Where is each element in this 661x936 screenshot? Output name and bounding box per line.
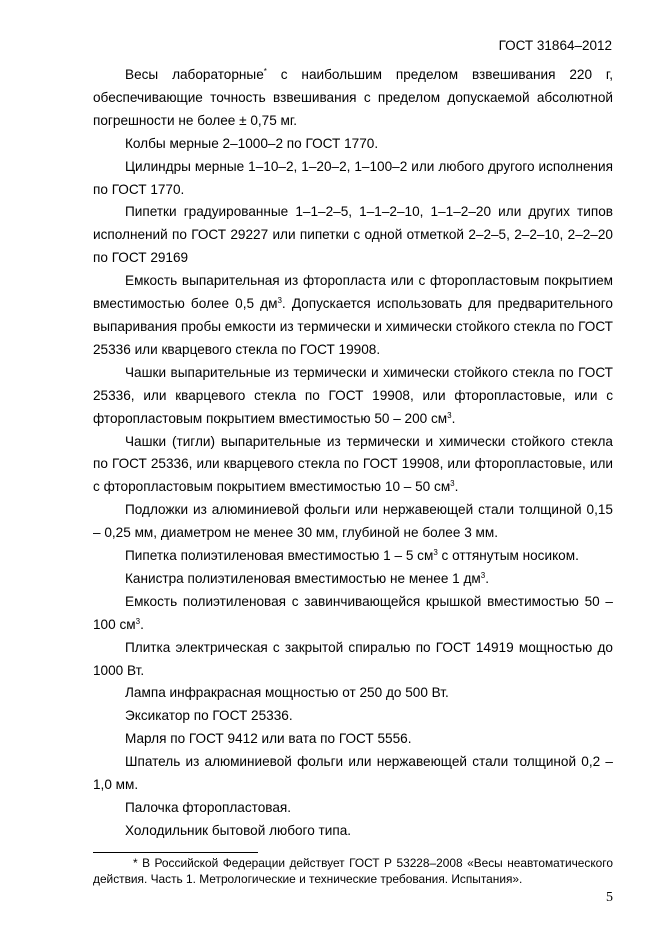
document-code-header: ГОСТ 31864–2012 (498, 38, 612, 53)
paragraph-container-pe (93, 591, 613, 637)
paragraph-text: Цилиндры мерные 1–10–2, 1–20–2, 1–100–2 или любого другого исполнения по ГОСТ 1770. (93, 158, 613, 197)
paragraph-text: Шпатель из алюминиевой фольги или нержавеющей стали толщиной 0,2 – 1,0 мм. (93, 754, 613, 793)
paragraph-text: Емкость полиэтиленовая с завинчивающейся крышкой вместимостью 50 – 100 см (93, 593, 613, 632)
paragraph-text: Чашки (тигли) выпарительные из термически и химически стойкого стекла по ГОСТ 25336, или кварцевого стекла по ГОСТ 19908, или фторопластовые, или с фторопластовым покрытием вместимостью 10 – 50 см (93, 433, 613, 495)
paragraph-text: Эксикатор по ГОСТ 25336. (125, 708, 293, 724)
paragraph-desiccator (93, 705, 613, 728)
paragraph-text: Чашки выпарительные из термически и химически стойкого стекла по ГОСТ 25336, или кварцевого стекла по ГОСТ 19908, или фторопластовые, или с фторопластовым покрытием вместимостью 50 – 200 см (93, 364, 613, 426)
equipment-list (93, 64, 613, 843)
footnote-marker: * (263, 67, 267, 76)
superscript-3: 3 (433, 548, 438, 558)
superscript-3: 3 (450, 479, 455, 489)
paragraph-gauze (93, 728, 613, 751)
paragraph-text: Канистра полиэтиленовая вместимостью не менее 1 дм (125, 570, 481, 586)
paragraph-hotplate (93, 637, 613, 683)
paragraph-text: Пипетка полиэтиленовая вместимостью 1 – 5 см (125, 548, 434, 564)
paragraph-spatula (93, 751, 613, 797)
paragraph-text: Лампа инфракрасная мощностью от 250 до 500 Вт. (125, 685, 449, 701)
paragraph-text: Палочка фторопластовая. (125, 800, 292, 815)
paragraph-evaporation-vessel (93, 270, 613, 362)
paragraph-text: . (485, 570, 490, 586)
paragraph-text: с наибольшим пределом взвешивания 220 г, обеспечивающие точность взвешивания с пределом допускаемой абсолютной погрешности не более ± 0,75 мг. (93, 67, 613, 128)
paragraph-text: . Допускается использовать для предварительного выпаривания пробы емкости из термически и химически стойкого стекла по ГОСТ 25336 или кварцевого стекла по ГОСТ 19908. (93, 296, 613, 357)
paragraph-text: Весы лабораторные (125, 67, 264, 82)
paragraph-crucibles (93, 431, 613, 500)
paragraph-text: Плитка электрическая с закрытой спиралью по ГОСТ 14919 мощностью до 1000 Вт. (93, 639, 613, 678)
paragraph-refrigerator (93, 820, 613, 843)
paragraph-text: с оттянутым носиком. (437, 548, 579, 564)
paragraph-flasks (93, 133, 613, 156)
footnote-divider (93, 852, 258, 853)
paragraph-cylinders (93, 156, 613, 202)
superscript-3: 3 (135, 616, 141, 626)
paragraph-text: . (451, 410, 456, 426)
paragraph-text: Холодильник бытовой любого типа. (125, 822, 352, 838)
paragraph-scales (93, 64, 613, 133)
superscript-3: 3 (480, 570, 486, 580)
paragraph-text: Пипетки градуированные 1–1–2–5, 1–1–2–10, 1–1–2–20 или других типов исполнений по ГОСТ 29227 или пипетки с одной отметкой 2–2–5, 2–2–10, 2–2–20 по ГОСТ 29169 (93, 204, 613, 266)
footnote: * В Российской Федерации действует ГОСТ Р 53228–2008 «Весы неавтоматического действия. Часть 1. Метрологические и технические требования. Испытания». (93, 856, 613, 886)
paragraph-text: . (140, 616, 144, 632)
paragraph-canister (93, 568, 613, 591)
paragraph-text: . (454, 479, 459, 495)
paragraph-evaporation-dishes (93, 362, 613, 431)
superscript-3: 3 (447, 410, 452, 420)
superscript-3: 3 (277, 296, 282, 306)
paragraph-pipettes (93, 201, 613, 270)
paragraph-substrates (93, 499, 613, 545)
paragraph-text: Колбы мерные 2–1000–2 по ГОСТ 1770. (125, 135, 379, 151)
paragraph-pipette-pe (93, 545, 613, 568)
page-number: 5 (606, 890, 613, 905)
paragraph-text: Емкость выпарительная из фторопласта или с фторопластовым покрытием вместимостью более 0,5 дм (93, 273, 613, 312)
paragraph-text: Марля по ГОСТ 9412 или вата по ГОСТ 5556. (125, 731, 412, 747)
paragraph-ir-lamp (93, 682, 613, 705)
paragraph-rod (93, 797, 613, 820)
paragraph-text: Подложки из алюминиевой фольги или нержавеющей стали толщиной 0,15 – 0,25 мм, диаметром не менее 30 мм, глубиной не более 3 мм. (93, 502, 613, 541)
